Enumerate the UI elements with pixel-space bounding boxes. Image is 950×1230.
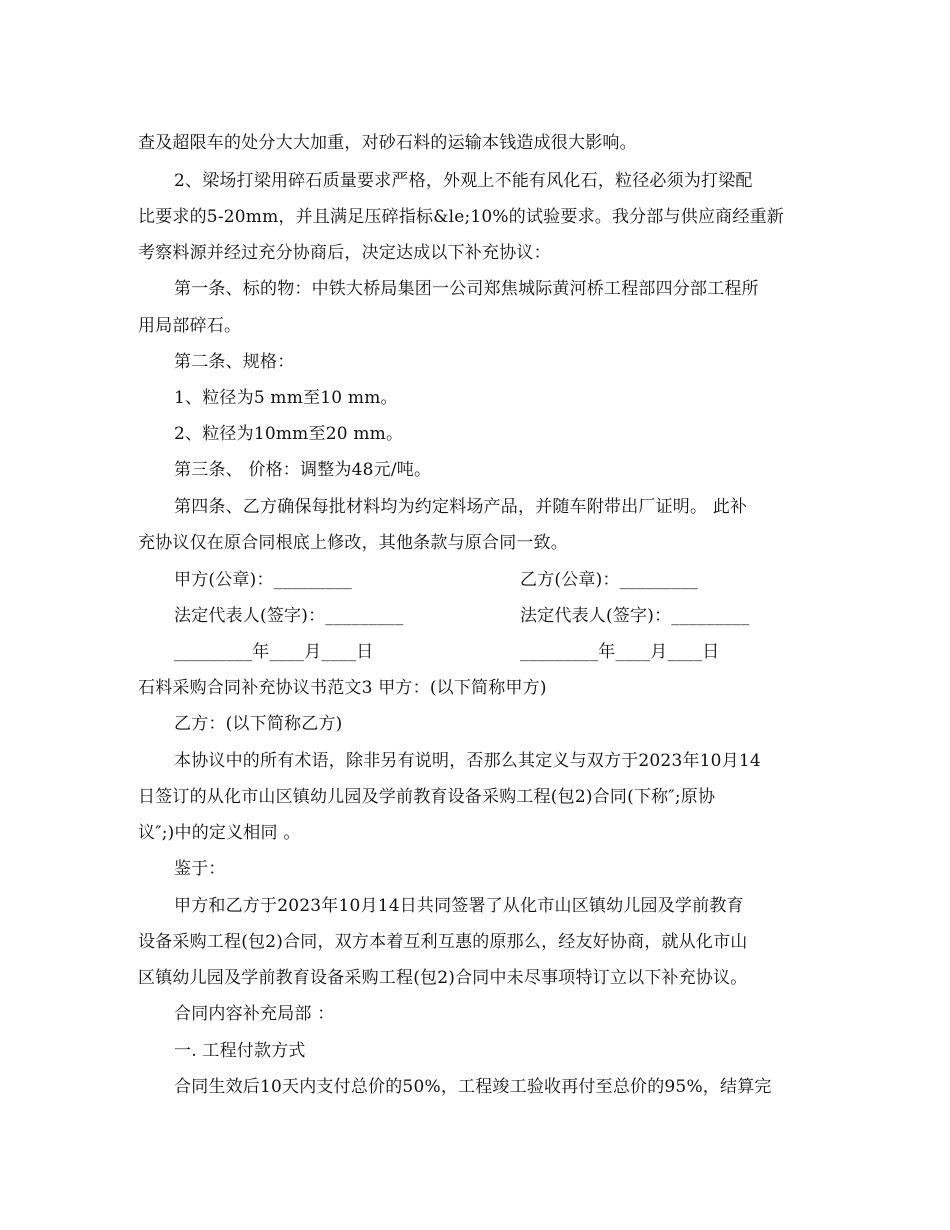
paragraph-line: 2、粒径为10mm至20 mm。 [174,424,404,444]
paragraph-line: 第三条、 价格：调整为48元/吨。 [174,460,432,480]
party-b-seal: 乙方(公章)：_________ [520,570,698,590]
paragraph-line: 本协议中的所有术语，除非另有说明，否那么其定义与双方于2023年10月14 [174,751,761,771]
party-b-date: _________年____月____日 [520,642,720,662]
paragraph-line: 日签订的从化市山区镇幼儿园及学前教育设备采购工程(包2)合同(下称″;原协 [138,787,716,807]
paragraph-line: 2、梁场打梁用碎石质量要求严格，外观上不能有风化石，粒径必须为打梁配 [174,171,753,191]
paragraph-line: 设备采购工程(包2)合同，双方本着互利互惠的原那么，经友好协商，就从化市山 [138,932,748,952]
paragraph-line: 第四条、乙方确保每批材料均为约定料场产品，并随车附带出厂证明。 此补 [174,497,748,517]
paragraph-line: 鉴于： [174,859,226,879]
paragraph-line: 议″;)中的定义相同 。 [138,823,301,843]
party-a-seal: 甲方(公章)：_________ [174,570,352,590]
paragraph-line: 用局部碎石。 [138,316,242,336]
paragraph-line: 充协议仅在原合同根底上修改，其他条款与原合同一致。 [138,533,568,553]
paragraph-line: 考察料源并经过充分协商后，决定达成以下补充协议： [138,243,551,263]
paragraph-line: 查及超限车的处分大大加重，对砂石料的运输本钱造成很大影响。 [138,133,637,153]
paragraph-line: 第二条、规格： [174,352,295,372]
paragraph-line: 乙方：(以下简称乙方) [174,714,343,734]
paragraph-line: 比要求的5-20mm，并且满足压碎指标&le;10%的试验要求。我分部与供应商经重新 [138,207,784,227]
paragraph-line: 1、粒径为5 mm至10 mm。 [174,388,398,408]
party-b-representative: 法定代表人(签字)：_________ [520,606,750,626]
party-a-date: _________年____月____日 [174,642,374,662]
paragraph-line: 合同生效后10天内支付总价的50%，工程竣工验收再付至总价的95%，结算完 [174,1077,772,1097]
paragraph-line: 一. 工程付款方式 [174,1041,306,1061]
paragraph-line: 甲方和乙方于2023年10月14日共同签署了从化市山区镇幼儿园及学前教育 [174,896,744,916]
paragraph-line: 区镇幼儿园及学前教育设备采购工程(包2)合同中未尽事项特订立以下补充协议。 [138,968,748,988]
section-title: 石料采购合同补充协议书范文3 甲方：(以下简称甲方) [138,678,547,698]
paragraph-line: 合同内容补充局部 ： [174,1004,335,1024]
party-a-representative: 法定代表人(签字)：_________ [174,606,404,626]
paragraph-line: 第一条、标的物：中铁大桥局集团一公司郑焦城际黄河桥工程部四分部工程所 [174,279,759,299]
